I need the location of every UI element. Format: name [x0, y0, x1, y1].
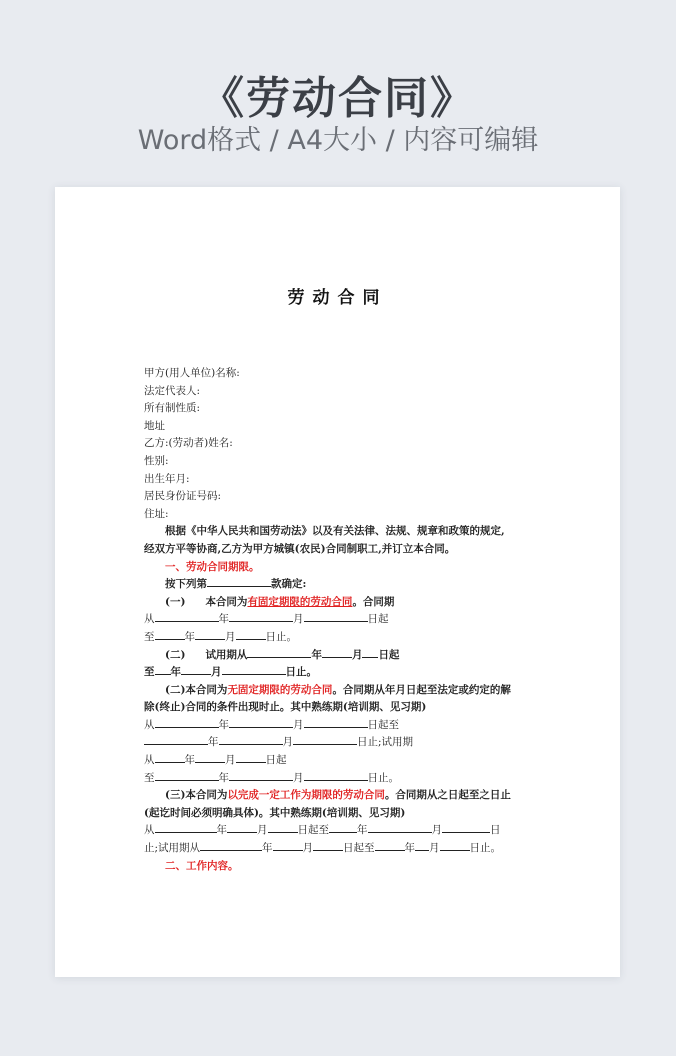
clause-line: (一) 本合同为有固定期限的劳动合同。合同期	[165, 595, 395, 608]
clause-line: 从 年 月 日起	[144, 754, 287, 767]
field-id-number: 居民身份证号码:	[144, 490, 222, 503]
field-employee-name: 乙方:(劳动者)姓名:	[144, 437, 233, 450]
contract-type-highlight: 以完成一定工作为期限的劳动合同	[227, 789, 385, 802]
contract-type-highlight: 有固定期限的劳动合同	[247, 595, 353, 608]
clause-line: 从 年 月 日起至 年 月 日	[144, 824, 501, 837]
field-birth: 出生年月:	[144, 472, 190, 485]
clause-line: 除(终止)合同的条件出现时止。其中熟练期(培训期、见习期)	[144, 701, 427, 714]
clause-line: 止;试用期从 年 月 日起至 年 月 日止。	[144, 842, 502, 855]
clause-line: 至 年 月 日止。	[144, 771, 399, 784]
field-residence: 住址:	[144, 507, 169, 520]
section-heading: 二、工作内容。	[165, 859, 239, 872]
clause-line: (三)本合同为以完成一定工作为期限的劳动合同。合同期从之日起至之日止	[165, 789, 511, 802]
field-legal-rep: 法定代表人:	[144, 384, 201, 397]
section-heading: 一、劳动合同期限。	[165, 560, 260, 573]
clause-line: 从 年 月 日起	[144, 613, 389, 626]
page-subtitle: Word格式 / A4大小 / 内容可编辑	[137, 125, 539, 156]
intro-paragraph-line: 根据《中华人民共和国劳动法》以及有关法律、法规、规章和政策的规定,	[165, 525, 505, 538]
field-employer-name: 甲方(用人单位)名称:	[144, 367, 240, 379]
clause-line: (二) 试用期从 年 月 日起	[165, 648, 400, 661]
intro-paragraph-line: 经双方平等协商,乙方为甲方城镇(农民)合同制职工,并订立本合同。	[144, 542, 456, 555]
clause-line: 至 年 月 日止。	[144, 666, 317, 679]
document-page	[55, 187, 620, 977]
page-title: 《劳动合同》	[200, 73, 476, 124]
field-ownership: 所有制性质:	[144, 402, 201, 415]
contract-type-highlight: 无固定期限的劳动合同	[227, 683, 333, 696]
clause-line: 按下列第 款确定:	[165, 578, 307, 591]
clause-line: (二)本合同为无固定期限的劳动合同。合同期从年月日起至法定或约定的解	[165, 683, 511, 696]
clause-line: 年 月 日止;试用期	[144, 734, 524, 752]
field-address: 地址	[144, 419, 165, 432]
clause-line: (起讫时间必须明确具体)。其中熟练期(培训期、见习期)	[144, 806, 406, 819]
clause-line: 从 年 月 日起至	[144, 718, 399, 731]
clause-line: 至 年 月 日止。	[144, 630, 297, 643]
document-title: 劳动合同	[287, 288, 388, 308]
document-body	[144, 365, 524, 875]
field-gender: 性别:	[144, 454, 169, 467]
